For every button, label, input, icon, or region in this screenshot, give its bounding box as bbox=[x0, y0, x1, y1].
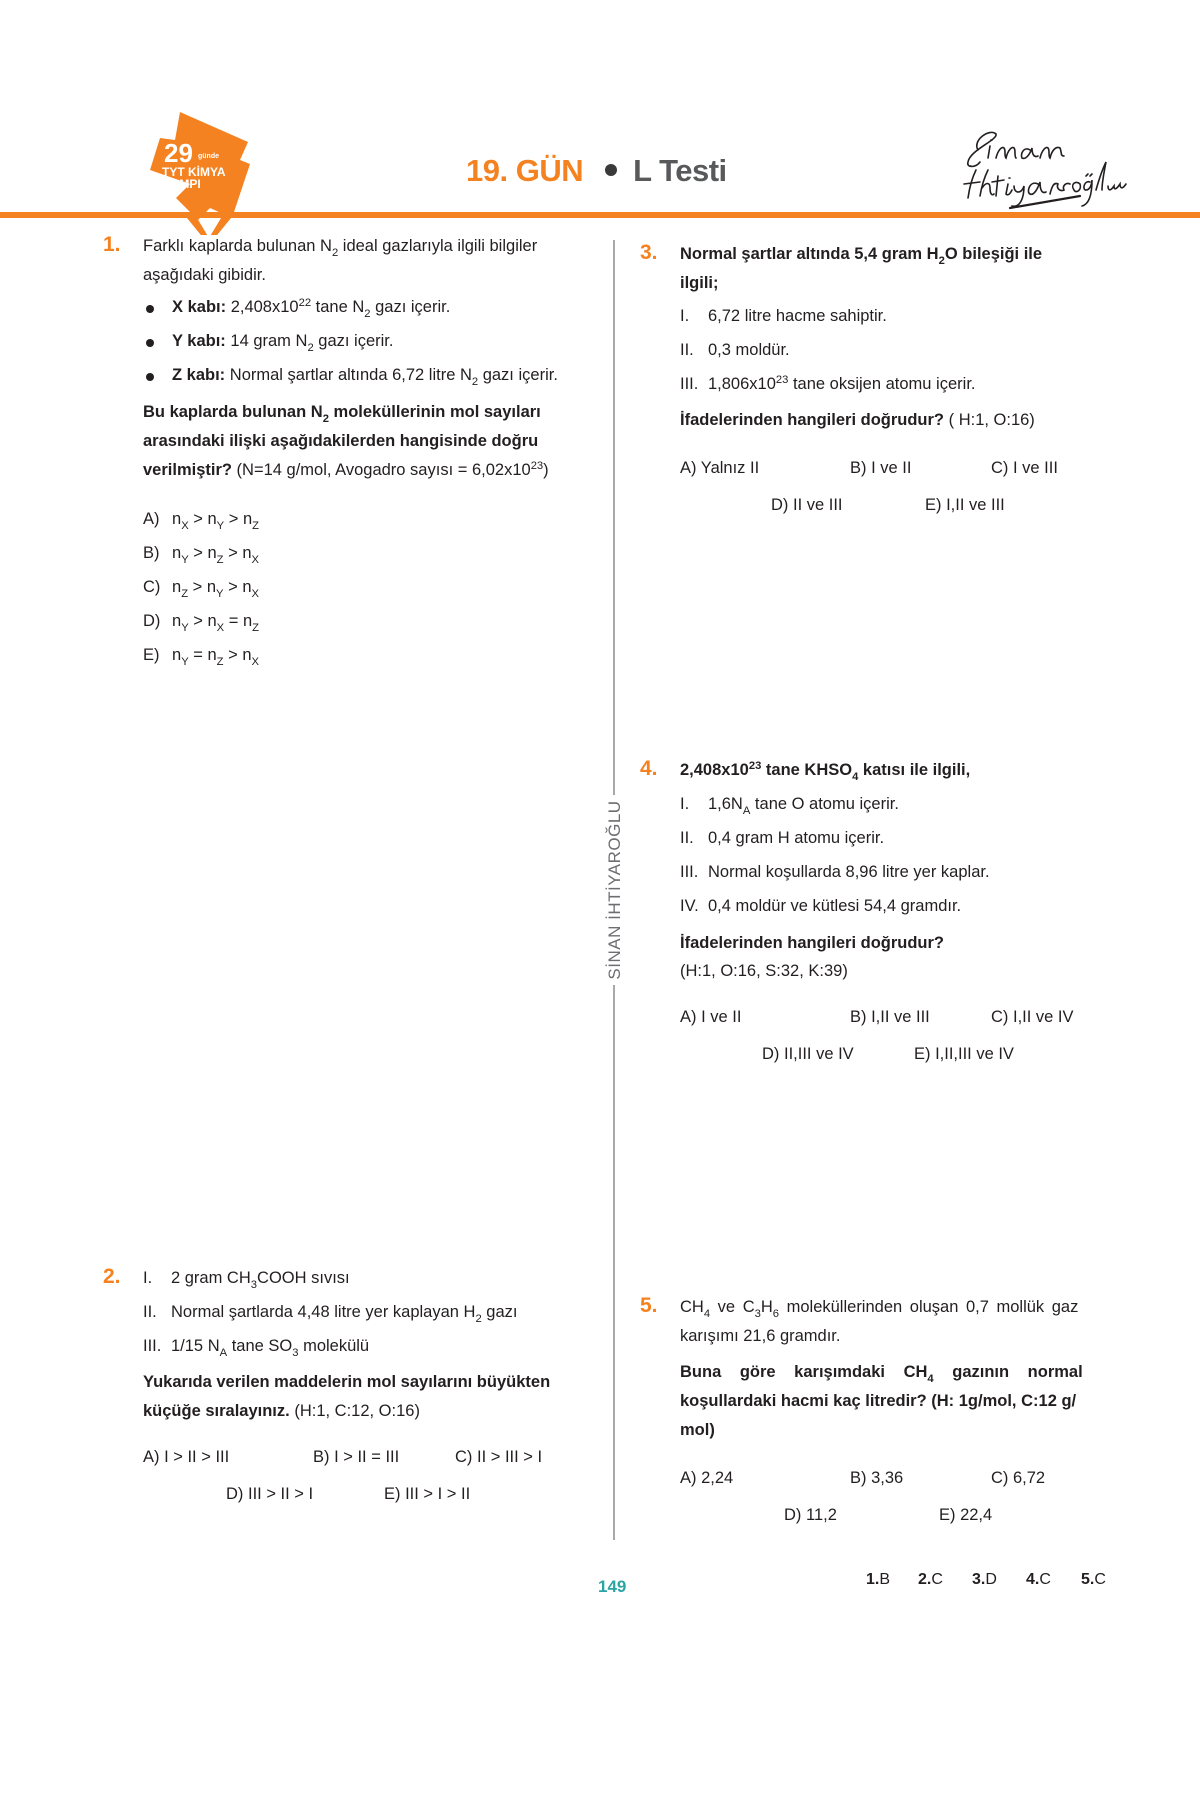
answer-key-number: 5. bbox=[1081, 1571, 1095, 1588]
subscript: 2 bbox=[307, 342, 314, 355]
roman-numeral: III. bbox=[680, 863, 699, 881]
statement bbox=[680, 307, 887, 327]
subscript: 2 bbox=[322, 413, 329, 426]
subscript: A bbox=[219, 1347, 228, 1360]
statement bbox=[680, 897, 961, 917]
roman-numeral: II. bbox=[680, 829, 694, 847]
statement bbox=[143, 1337, 370, 1360]
subscript: Z bbox=[216, 554, 224, 567]
subscript: Z bbox=[181, 588, 189, 601]
subscript: 3 bbox=[250, 1279, 258, 1292]
question-stem-line2: koşullardaki hacmi kaç litredir? (H: 1g/mol, C:12 g/ bbox=[680, 1392, 1077, 1410]
text: n bbox=[207, 544, 217, 562]
question-intro-line2: karışımı 21,6 gramdır. bbox=[680, 1327, 841, 1345]
logo-line2: TYT KİMYA bbox=[162, 165, 226, 179]
option-letter: B) bbox=[143, 544, 160, 562]
text: küçüğe sıralayınız. bbox=[143, 1402, 290, 1420]
text: gazı içerir. bbox=[313, 332, 394, 350]
item-label: Z kabı: bbox=[172, 366, 226, 384]
text: moleküllerinin mol sayıları bbox=[328, 403, 541, 421]
answer-option[interactable]: D) III > II > I bbox=[226, 1485, 314, 1503]
question-stem-line2 bbox=[143, 1402, 420, 1422]
roman-numeral: III. bbox=[680, 375, 699, 393]
answer-option[interactable]: C) I,II ve IV bbox=[991, 1008, 1074, 1026]
bullet-icon bbox=[146, 305, 154, 313]
question-stem-line2: arasındaki ilişki aşağıdakilerden hangisinde doğru bbox=[143, 432, 539, 450]
statement bbox=[680, 375, 975, 395]
operator: = bbox=[188, 646, 208, 664]
given-data: (H:1, C:12, O:16) bbox=[289, 1402, 420, 1420]
subscript: Y bbox=[181, 554, 189, 567]
answer-option[interactable] bbox=[143, 510, 260, 533]
answer-option[interactable] bbox=[143, 612, 260, 635]
answer-option[interactable]: E) I,II ve III bbox=[925, 496, 1005, 514]
list-item bbox=[172, 366, 558, 389]
question-stem-line3: mol) bbox=[680, 1421, 715, 1439]
question-number: 3. bbox=[640, 241, 658, 264]
answer-key-letter: B bbox=[879, 1571, 891, 1588]
answer-option[interactable] bbox=[143, 646, 260, 669]
subscript: 2 bbox=[331, 247, 339, 260]
operator: > bbox=[188, 612, 208, 630]
side-brand-text: SİNAN İHTİYAROĞLU bbox=[605, 800, 624, 980]
question-stem: Yukarıda verilen maddelerin mol sayılarını büyükten bbox=[143, 1373, 551, 1391]
answer-option[interactable]: D) 11,2 bbox=[784, 1506, 837, 1524]
text: 2,408x10 bbox=[226, 298, 299, 316]
text: 0,4 moldür ve kütlesi 54,4 gramdır. bbox=[708, 897, 962, 915]
item-label: Y kabı: bbox=[172, 332, 226, 350]
roman-numeral: I. bbox=[680, 795, 690, 813]
question-stem bbox=[143, 403, 541, 426]
question-stem bbox=[680, 759, 971, 784]
text: n bbox=[242, 612, 253, 630]
roman-numeral: II. bbox=[143, 1303, 157, 1321]
text: tane N bbox=[311, 298, 365, 316]
logo-small: günde bbox=[198, 153, 219, 160]
signature-icon bbox=[950, 110, 1140, 210]
question-stem-line3 bbox=[143, 461, 549, 481]
roman-numeral: III. bbox=[143, 1337, 162, 1355]
question-number: 1. bbox=[103, 233, 121, 256]
list-item bbox=[172, 296, 451, 321]
operator: = bbox=[224, 612, 243, 630]
text: 0,3 moldür. bbox=[708, 341, 790, 359]
text: 14 gram N bbox=[225, 332, 308, 350]
test-label: L Testi bbox=[633, 153, 727, 188]
statement bbox=[680, 863, 990, 883]
subscript: 4 bbox=[927, 1373, 934, 1386]
bullet-icon bbox=[146, 373, 154, 381]
roman-numeral: II. bbox=[680, 341, 694, 359]
logo-number: 29 bbox=[164, 138, 193, 168]
option-letter: E) bbox=[143, 646, 160, 664]
text: CH bbox=[680, 1298, 704, 1316]
bullet-icon bbox=[146, 339, 154, 347]
text: gazı bbox=[481, 1303, 518, 1321]
page-number: 149 bbox=[598, 1577, 627, 1596]
answer-key-letter: D bbox=[985, 1571, 997, 1588]
option-letter: D) bbox=[143, 612, 161, 630]
text: n bbox=[172, 612, 182, 630]
text: tane KHSO bbox=[761, 761, 853, 779]
text: 1,6N bbox=[708, 795, 743, 813]
answer-option[interactable]: A) Yalnız II bbox=[680, 459, 760, 477]
answer-key-letter: C bbox=[1039, 1571, 1051, 1588]
statement bbox=[680, 341, 790, 361]
subscript: A bbox=[742, 805, 751, 818]
answer-option[interactable]: E) 22,4 bbox=[939, 1506, 993, 1524]
text: n bbox=[242, 646, 252, 664]
subscript: X bbox=[251, 554, 260, 567]
text: n bbox=[172, 510, 182, 528]
answer-key-number: 1. bbox=[866, 1571, 880, 1588]
subscript: 2 bbox=[471, 376, 479, 389]
text: Normal şartlarda 4,48 litre yer kaplayan H bbox=[171, 1303, 476, 1321]
answer-key-number: 3. bbox=[972, 1571, 986, 1588]
question-stem-line2: ilgili; bbox=[680, 274, 719, 292]
statement bbox=[143, 1269, 350, 1292]
text: n bbox=[172, 544, 182, 562]
question-stem bbox=[680, 245, 1043, 268]
subscript: 2 bbox=[475, 1313, 482, 1326]
subscript: X bbox=[251, 656, 260, 669]
answer-option[interactable]: C) II > III > I bbox=[455, 1448, 543, 1466]
given-data: ( H:1, O:16) bbox=[944, 411, 1035, 429]
text: n bbox=[242, 510, 253, 528]
text: tane O atomu içerir. bbox=[750, 795, 899, 813]
camp-logo bbox=[140, 100, 270, 230]
answer-option[interactable]: C) 6,72 bbox=[991, 1469, 1046, 1487]
roman-numeral: IV. bbox=[680, 897, 699, 915]
answer-key-number: 4. bbox=[1026, 1571, 1040, 1588]
answer-option[interactable]: B) I > II = III bbox=[313, 1448, 400, 1466]
subscript: X bbox=[181, 520, 189, 533]
question-number: 5. bbox=[640, 1294, 658, 1317]
text: verilmiştir? bbox=[143, 461, 232, 479]
subscript: Z bbox=[252, 622, 260, 635]
text: O bileşiği ile bbox=[944, 245, 1043, 263]
text: n bbox=[172, 646, 182, 664]
subscript: 2 bbox=[938, 255, 945, 268]
answer-option[interactable]: A) I ve II bbox=[680, 1008, 742, 1026]
subscript: 4 bbox=[852, 771, 859, 784]
logo-line3: KAMPI bbox=[162, 177, 201, 191]
text: Normal şartlar altında 6,72 litre N bbox=[225, 366, 472, 384]
text: n bbox=[207, 510, 217, 528]
text: 1,806x10 bbox=[708, 375, 776, 393]
given-data: (N=14 g/mol, Avogadro sayısı = 6,02x10 bbox=[231, 461, 531, 479]
text: tane oksijen atomu içerir. bbox=[788, 375, 976, 393]
answer-option[interactable]: E) III > I > II bbox=[384, 1485, 471, 1503]
answer-option[interactable] bbox=[143, 578, 260, 601]
operator: > bbox=[188, 510, 208, 528]
text: ve C bbox=[710, 1298, 755, 1316]
roman-numeral: I. bbox=[680, 307, 690, 325]
question-stem bbox=[680, 1363, 1083, 1386]
subscript: X bbox=[216, 622, 225, 635]
text: 0,4 gram H atomu içerir. bbox=[708, 829, 885, 847]
option-letter: A) bbox=[143, 510, 160, 528]
roman-numeral: I. bbox=[143, 1269, 153, 1287]
answer-option[interactable]: D) II ve III bbox=[771, 496, 843, 514]
text: 2 gram CH bbox=[171, 1269, 251, 1287]
logo-shape bbox=[140, 100, 270, 230]
question-intro bbox=[143, 237, 538, 260]
statement bbox=[680, 795, 899, 818]
item-label: X kabı: bbox=[172, 298, 227, 316]
subscript: Y bbox=[181, 622, 189, 635]
text: Farklı kaplarda bulunan N bbox=[143, 237, 332, 255]
answer-key-item bbox=[918, 1571, 943, 1589]
column-divider-top bbox=[613, 240, 615, 795]
question-number: 2. bbox=[103, 1265, 121, 1288]
operator: > bbox=[188, 544, 208, 562]
subscript: 6 bbox=[772, 1308, 780, 1321]
subscript: Z bbox=[216, 656, 224, 669]
text: moleküllerinden oluşan 0,7 mollük gaz bbox=[779, 1298, 1079, 1316]
subscript: Y bbox=[181, 656, 189, 669]
text: gazı içerir. bbox=[370, 298, 451, 316]
text: İfadelerinden hangileri doğrudur? bbox=[680, 411, 945, 429]
text: n bbox=[242, 578, 252, 596]
answer-key-letter: C bbox=[931, 1571, 943, 1588]
operator: > bbox=[224, 510, 243, 528]
answer-key-item bbox=[1081, 1571, 1106, 1589]
text: n bbox=[172, 578, 182, 596]
text: n bbox=[207, 612, 217, 630]
operator: > bbox=[188, 578, 207, 596]
text: ideal gazlarıyla ilgili bilgiler bbox=[338, 237, 538, 255]
text: H bbox=[760, 1298, 773, 1316]
subscript: X bbox=[251, 588, 260, 601]
text: n bbox=[242, 544, 252, 562]
column-divider-bottom bbox=[613, 985, 615, 1540]
text: Normal şartlar altında 5,4 gram H bbox=[680, 245, 939, 263]
option-letter: C) bbox=[143, 578, 161, 596]
superscript: 23 bbox=[530, 459, 544, 472]
subscript: Y bbox=[216, 520, 225, 533]
answer-option[interactable]: E) I,II,III ve IV bbox=[914, 1045, 1014, 1063]
text: n bbox=[206, 578, 217, 596]
list-item bbox=[172, 332, 394, 355]
text: molekülü bbox=[298, 1337, 370, 1355]
text: COOH sıvısı bbox=[257, 1269, 350, 1287]
text: 2,408x10 bbox=[680, 761, 749, 779]
question-intro bbox=[680, 1298, 1079, 1321]
text: ) bbox=[543, 461, 549, 479]
answer-key-number: 2. bbox=[918, 1571, 932, 1588]
answer-key-item bbox=[1026, 1571, 1051, 1589]
subscript: 4 bbox=[703, 1308, 711, 1321]
answer-option[interactable] bbox=[143, 544, 260, 567]
text: Normal koşullarda 8,96 litre yer kaplar. bbox=[708, 863, 990, 881]
text: 6,72 litre hacme sahiptir. bbox=[708, 307, 887, 325]
statement bbox=[143, 1303, 518, 1326]
subscript: Z bbox=[252, 520, 260, 533]
answer-option[interactable]: B) 3,36 bbox=[850, 1469, 904, 1487]
given-data: (H:1, O:16, S:32, K:39) bbox=[680, 962, 848, 980]
side-brand bbox=[600, 800, 630, 980]
bullet-icon bbox=[605, 164, 617, 176]
text: Buna göre karışımdaki CH bbox=[680, 1363, 928, 1381]
statement bbox=[680, 829, 884, 849]
answer-option[interactable]: A) I > II > III bbox=[143, 1448, 230, 1466]
subscript: 2 bbox=[364, 308, 371, 321]
question-intro-line2: aşağıdaki gibidir. bbox=[143, 266, 266, 284]
question-number: 4. bbox=[640, 757, 658, 780]
page-title bbox=[466, 153, 727, 189]
text: katısı ile ilgili, bbox=[858, 761, 971, 779]
text: gazı içerir. bbox=[478, 366, 558, 384]
subscript: 3 bbox=[292, 1347, 299, 1360]
answer-option[interactable]: D) II,III ve IV bbox=[762, 1045, 854, 1063]
text: n bbox=[207, 646, 217, 664]
answer-option[interactable]: B) I,II ve III bbox=[850, 1008, 930, 1026]
superscript: 23 bbox=[775, 373, 789, 386]
text: gazının normal bbox=[933, 1363, 1083, 1381]
superscript: 23 bbox=[748, 759, 762, 772]
answer-option[interactable]: A) 2,24 bbox=[680, 1469, 734, 1487]
operator: > bbox=[223, 646, 243, 664]
day-label: 19. GÜN bbox=[466, 153, 584, 188]
answer-option[interactable]: B) I ve II bbox=[850, 459, 912, 477]
subscript: 3 bbox=[754, 1308, 761, 1321]
superscript: 22 bbox=[298, 296, 312, 309]
operator: > bbox=[223, 578, 243, 596]
author-signature bbox=[950, 110, 1140, 210]
answer-option[interactable]: C) I ve III bbox=[991, 459, 1058, 477]
question-prompt: İfadelerinden hangileri doğrudur? bbox=[680, 934, 945, 952]
answer-key-item bbox=[972, 1571, 997, 1589]
subscript: Y bbox=[216, 588, 224, 601]
answer-key-item bbox=[866, 1571, 891, 1589]
text: 1/15 N bbox=[171, 1337, 220, 1355]
text: Bu kaplarda bulunan N bbox=[143, 403, 323, 421]
operator: > bbox=[223, 544, 243, 562]
text: tane SO bbox=[227, 1337, 293, 1355]
question-prompt bbox=[680, 411, 1035, 431]
answer-key-letter: C bbox=[1094, 1571, 1106, 1588]
